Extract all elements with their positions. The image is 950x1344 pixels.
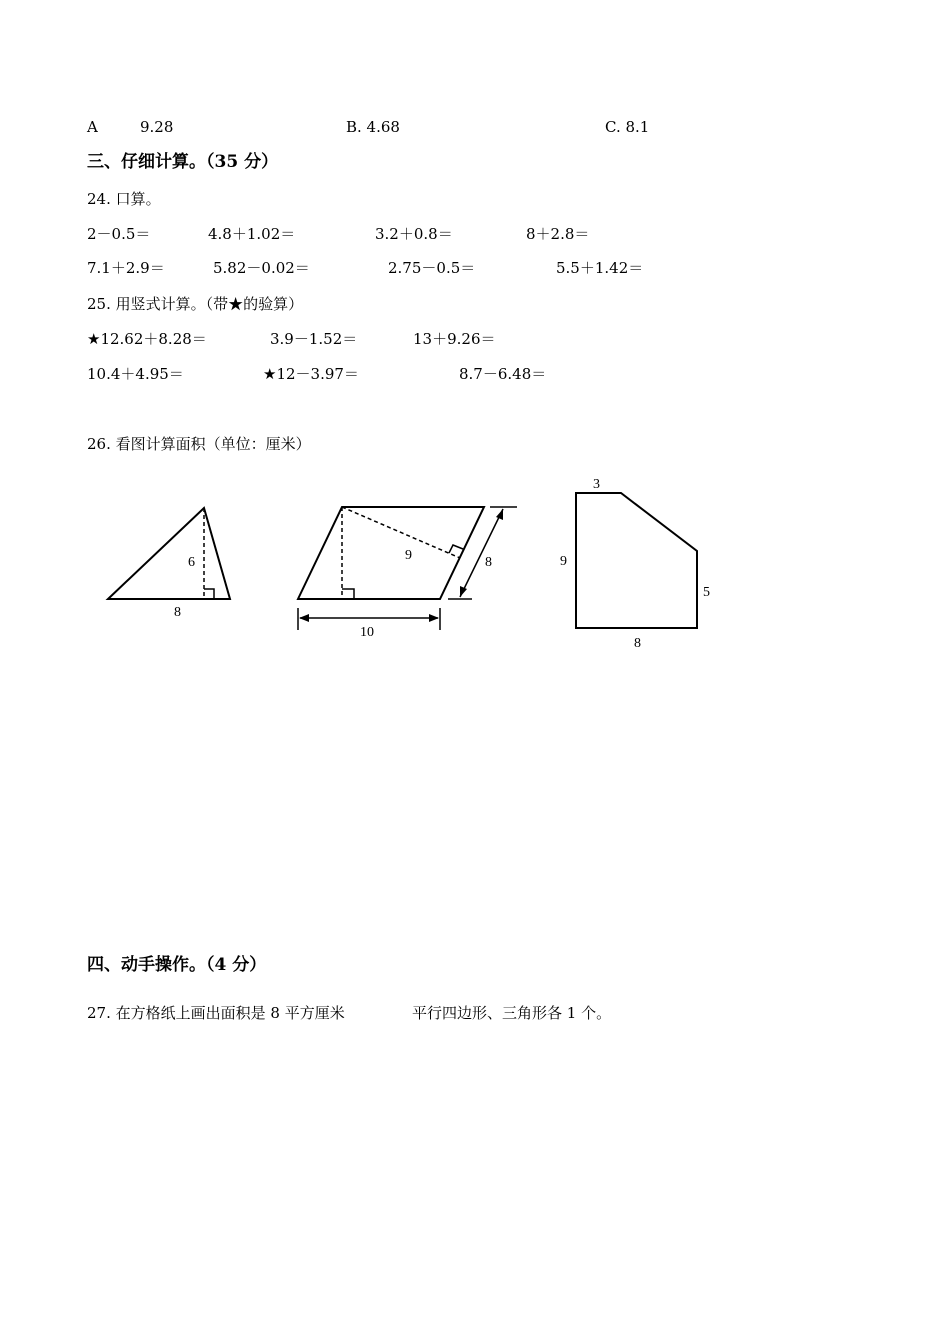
option-b: B. 4.68 xyxy=(346,118,400,136)
parallelogram-side-label: 8 xyxy=(485,555,492,570)
q25-item: 10.4＋4.95＝ xyxy=(87,365,184,383)
pentagon-top-label: 3 xyxy=(593,477,600,492)
q24-item: 4.8＋1.02＝ xyxy=(208,225,296,243)
pentagon-left-label: 9 xyxy=(560,554,567,569)
q25-item: ★12－3.97＝ xyxy=(263,365,359,383)
q24-item: 3.2＋0.8＝ xyxy=(375,225,453,243)
q24-label: 24. 口算。 xyxy=(87,190,161,208)
q24-item: 2－0.5＝ xyxy=(87,225,151,243)
parallelogram-figure xyxy=(298,507,517,640)
section-4-title: 四、动手操作。（4 分） xyxy=(87,955,267,975)
pentagon-bottom-label: 8 xyxy=(634,636,641,651)
pentagon-figure xyxy=(560,477,710,651)
triangle-figure xyxy=(108,508,230,620)
option-c: C. 8.1 xyxy=(605,118,650,136)
q25-item: ★12.62＋8.28＝ xyxy=(87,330,207,348)
section-3-title: 三、仔细计算。（35 分） xyxy=(87,152,279,172)
triangle-height-label: 6 xyxy=(188,555,195,570)
q27-label-part2: 平行四边形、三角形各 1 个。 xyxy=(412,1004,612,1022)
q27-label-part1: 27. 在方格纸上画出面积是 8 平方厘米 xyxy=(87,1004,345,1022)
q24-item: 2.75－0.5＝ xyxy=(388,259,476,277)
option-a-label: A xyxy=(87,118,98,136)
parallelogram-base-label: 10 xyxy=(360,625,374,640)
parallelogram-height-label: 9 xyxy=(405,548,412,563)
q25-item: 3.9－1.52＝ xyxy=(270,330,358,348)
triangle-base-label: 8 xyxy=(174,605,181,620)
pentagon-right-label: 5 xyxy=(703,585,710,600)
q24-item: 5.82－0.02＝ xyxy=(213,259,310,277)
q24-item: 7.1＋2.9＝ xyxy=(87,259,165,277)
option-a-value: 9.28 xyxy=(140,118,174,136)
q25-item: 8.7－6.48＝ xyxy=(459,365,547,383)
q24-item: 8＋2.8＝ xyxy=(526,225,590,243)
q25-item: 13＋9.26＝ xyxy=(413,330,496,348)
q24-item: 5.5＋1.42＝ xyxy=(556,259,644,277)
q26-label: 26. 看图计算面积（单位：厘米） xyxy=(87,435,311,453)
q25-label: 25. 用竖式计算。（带★的验算） xyxy=(87,295,304,313)
